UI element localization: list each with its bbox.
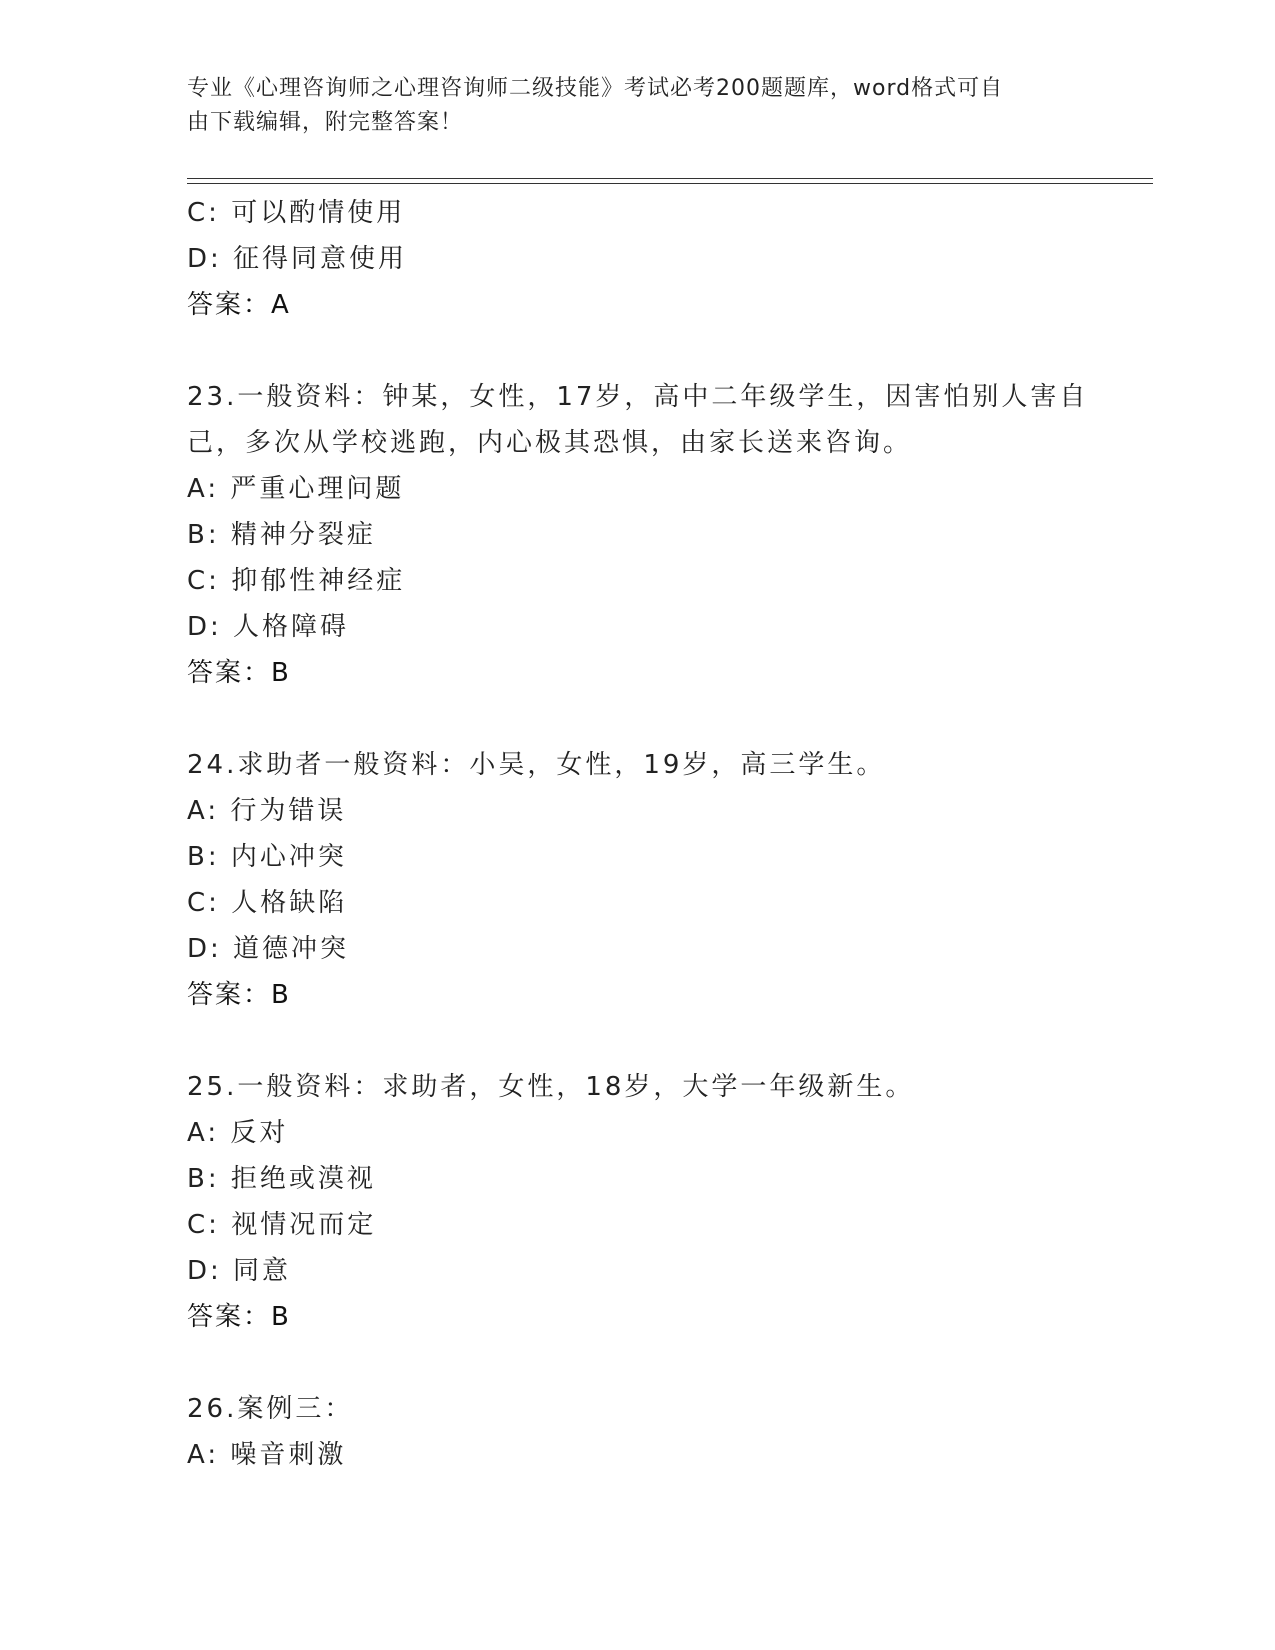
option-key: C: xyxy=(187,198,220,228)
header-line-2: 由下载编辑，附完整答案！ xyxy=(187,110,464,135)
option-key: B: xyxy=(187,842,220,872)
option-text: 拒绝或漠视 xyxy=(230,1164,376,1194)
option-text: 内心冲突 xyxy=(230,842,347,872)
option-text: 人格缺陷 xyxy=(231,888,348,918)
question-stem: 26.案例三： xyxy=(187,1394,354,1424)
option-a xyxy=(187,1432,1087,1478)
spacer xyxy=(187,1018,1087,1064)
partial-question xyxy=(187,190,1087,328)
option-key: A: xyxy=(187,474,220,504)
option-c xyxy=(187,880,1087,926)
answer-line: 答案：B xyxy=(187,980,291,1010)
option-a xyxy=(187,788,1087,834)
option-c xyxy=(187,190,1087,236)
header-divider-bottom xyxy=(187,183,1153,184)
option-text: 道德冲突 xyxy=(233,934,350,964)
option-key: B: xyxy=(187,520,220,550)
option-b xyxy=(187,834,1087,880)
option-d xyxy=(187,926,1087,972)
option-text: 视情况而定 xyxy=(231,1210,377,1240)
question-stem: 23.一般资料：钟某，女性，17岁，高中二年级学生，因害怕别人害自 xyxy=(187,382,1089,412)
question-stem: 己，多次从学校逃跑，内心极其恐惧，由家长送来咨询。 xyxy=(187,428,913,458)
option-key: A: xyxy=(187,1118,220,1148)
option-text: 行为错误 xyxy=(230,796,347,826)
option-d xyxy=(187,604,1087,650)
spacer xyxy=(187,328,1087,374)
option-key: A: xyxy=(187,1440,220,1470)
option-key: D: xyxy=(187,934,222,964)
option-text: 人格障碍 xyxy=(233,612,350,642)
option-c xyxy=(187,1202,1087,1248)
option-key: C: xyxy=(187,888,220,918)
option-c xyxy=(187,558,1087,604)
spacer xyxy=(187,696,1087,742)
question-23 xyxy=(187,374,1087,696)
option-text: 同意 xyxy=(233,1256,292,1286)
header-line-1: 专业《心理咨询师之心理咨询师二级技能》考试必考200题题库，word格式可自 xyxy=(187,76,1004,101)
option-key: C: xyxy=(187,566,220,596)
answer-line: 答案：A xyxy=(187,290,291,320)
question-26 xyxy=(187,1386,1087,1478)
answer-line: 答案：B xyxy=(187,1302,291,1332)
option-key: C: xyxy=(187,1210,220,1240)
option-key: D: xyxy=(187,1256,222,1286)
option-a xyxy=(187,466,1087,512)
option-text: 可以酌情使用 xyxy=(231,198,406,228)
header-divider-top xyxy=(187,178,1153,179)
question-stem: 25.一般资料：求助者，女性，18岁，大学一年级新生。 xyxy=(187,1072,915,1102)
document-header xyxy=(187,72,1067,140)
option-key: A: xyxy=(187,796,220,826)
option-text: 严重心理问题 xyxy=(230,474,405,504)
option-text: 抑郁性神经症 xyxy=(231,566,406,596)
option-b xyxy=(187,512,1087,558)
question-24 xyxy=(187,742,1087,1018)
answer-line: 答案：B xyxy=(187,658,291,688)
option-text: 精神分裂症 xyxy=(230,520,376,550)
question-25 xyxy=(187,1064,1087,1340)
spacer xyxy=(187,1340,1087,1386)
option-key: B: xyxy=(187,1164,220,1194)
option-text: 反对 xyxy=(230,1118,289,1148)
question-content xyxy=(187,190,1087,1478)
question-stem: 24.求助者一般资料：小吴，女性，19岁，高三学生。 xyxy=(187,750,886,780)
option-key: D: xyxy=(187,244,222,274)
option-text: 征得同意使用 xyxy=(233,244,408,274)
option-key: D: xyxy=(187,612,222,642)
option-d xyxy=(187,236,1087,282)
option-b xyxy=(187,1156,1087,1202)
option-text: 噪音刺激 xyxy=(230,1440,347,1470)
option-a xyxy=(187,1110,1087,1156)
option-d xyxy=(187,1248,1087,1294)
